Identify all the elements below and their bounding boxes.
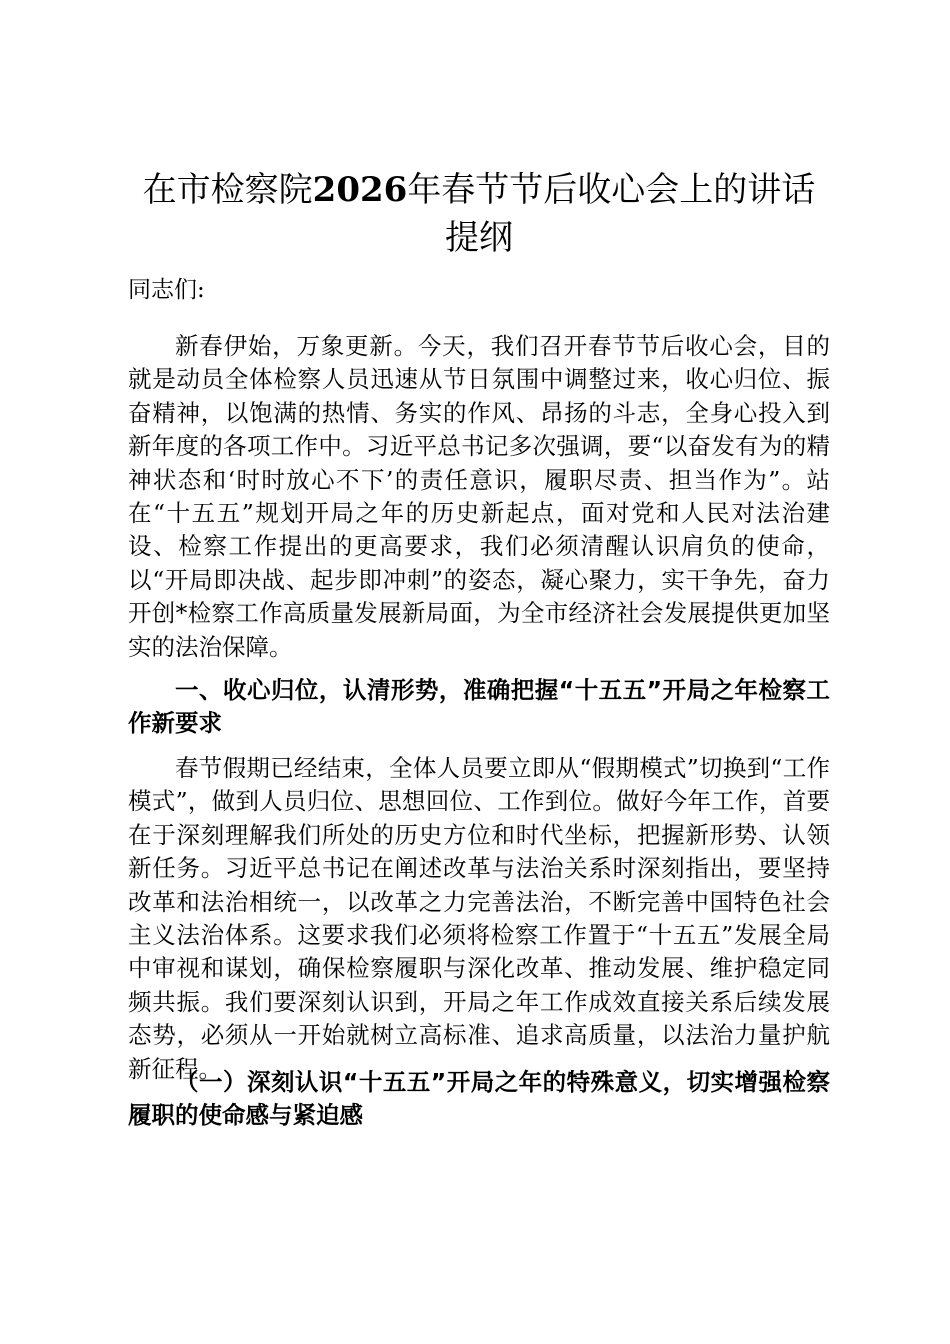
salutation: 同志们:	[128, 277, 205, 303]
paragraph-section-1: 春节假期已经结束，全体人员要立即从“假期模式”切换到“工作模式”，做到人员归位、思想回位、工作到位。做好今年工作，首要在于深刻理解我们所处的历史方位和时代坐标，把握新形势、认领新任务。习近平总书记在阐述改革与法治关系时深刻指出，要坚持改革和法治相统一，以改革之力完善法治，不断完善中国特色社会主义法治体系。这要求我们必须将检察工作置于“十五五”发展全局中审视和谋划，确保检察履职与深化改革、推动发展、维护稳定同频共振。我们要深刻认识到，开局之年工作成效直接关系后续发展态势，必须从一开始就树立高标准、追求高质量，以法治力量护航新征程。	[128, 754, 830, 1083]
paragraph-intro: 新春伊始，万象更新。今天，我们召开春节节后收心会，目的就是动员全体检察人员迅速从节日氛围中调整过来，收心归位、振奋精神，以饱满的热情、务实的作风、昂扬的斗志，全身心投入到新年度的各项工作中。习近平总书记多次强调，要“以奋发有为的精神状态和‘时时放心不下’的责任意识，履职尽责、担当作为”。站在“十五五”规划开局之年的历史新起点，面对党和人民对法治建设、检察工作提出的更高要求，我们必须清醒认识肩负的使命，以“开局即决战、起步即冲刺”的姿态，凝心聚力，实干争先，奋力开创*检察工作高质量发展新局面，为全市经济社会发展提供更加坚实的法治保障。	[128, 332, 830, 661]
title-suffix: 年春节节后收心会上的讲话提纲	[407, 170, 816, 258]
subsection-heading-1: （一）深刻认识“十五五”开局之年的特殊意义，切实增强检察履职的使命感与紧迫感	[128, 1068, 830, 1130]
title-prefix: 在市检察院	[142, 170, 313, 210]
document-title	[128, 166, 830, 262]
title-year: 2026	[312, 170, 408, 210]
section-heading-1: 一、收心归位，认清形势，准确把握“十五五”开局之年检察工作新要求	[128, 676, 830, 738]
